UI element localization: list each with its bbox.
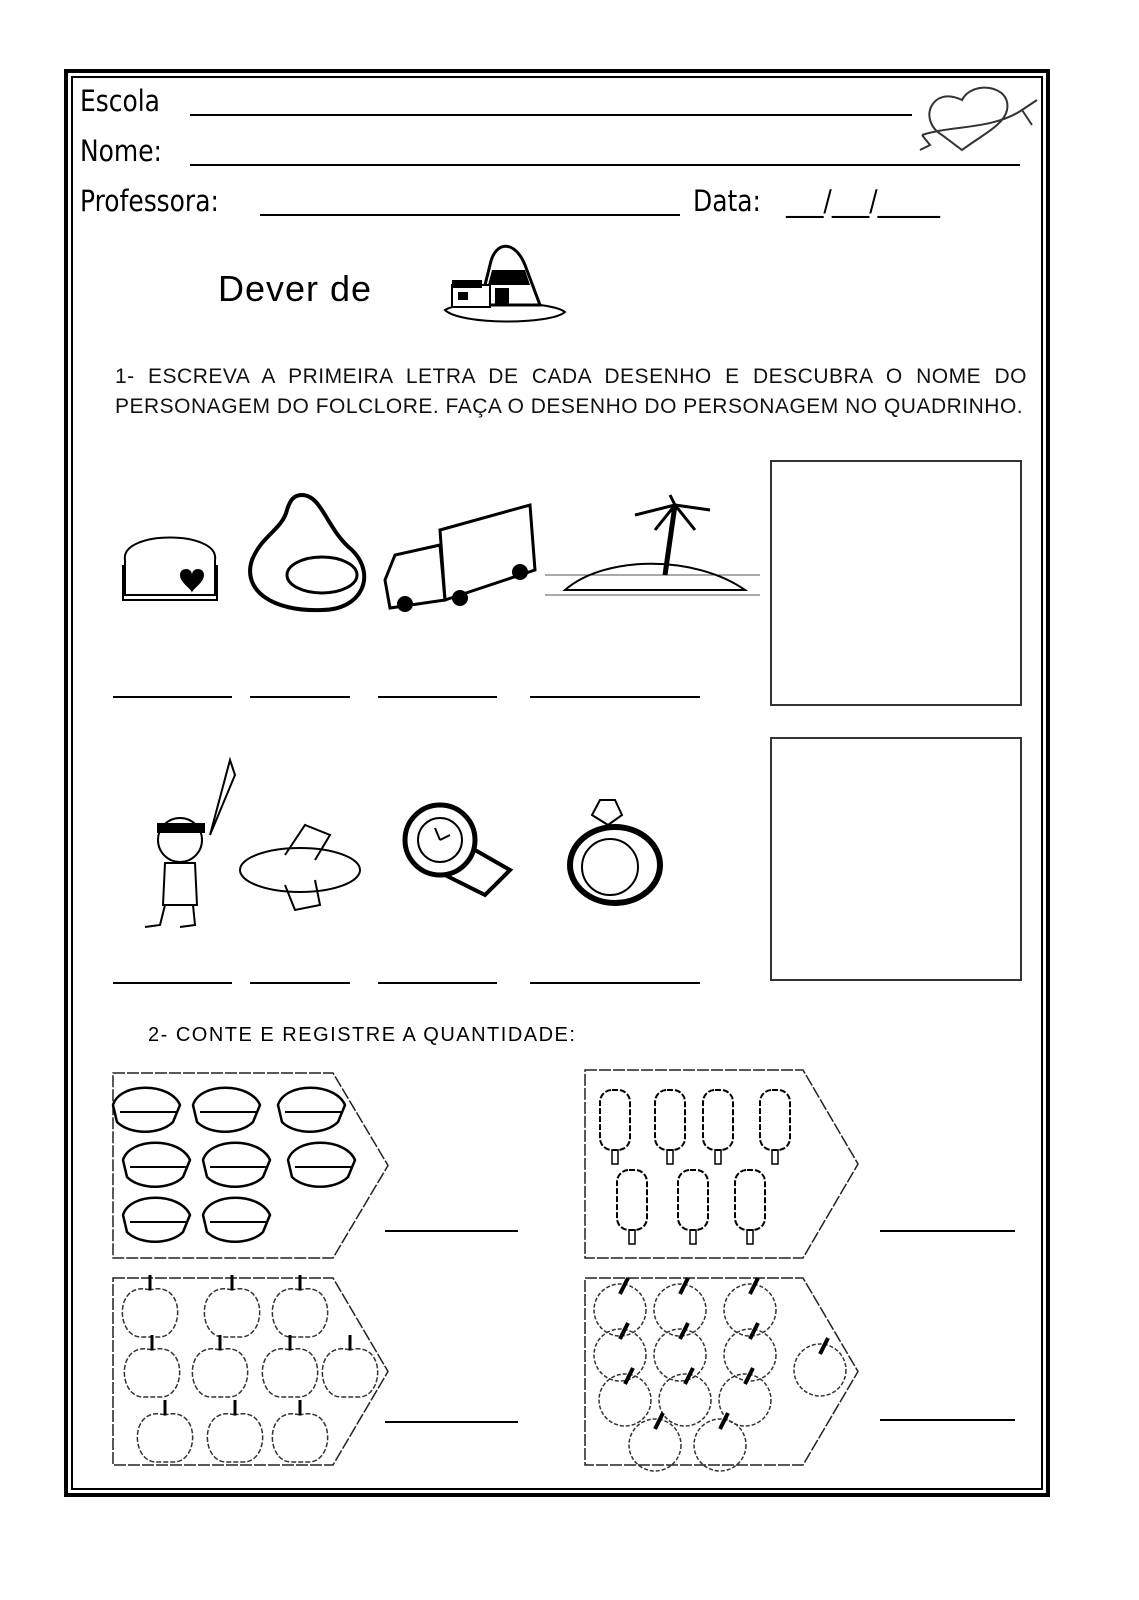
apple-icon: [137, 1400, 192, 1462]
apple-icon: [207, 1400, 262, 1462]
popsicle-icon: [655, 1090, 685, 1164]
popsicle-icon: [617, 1170, 647, 1244]
orange-icon: [694, 1413, 746, 1471]
counting-panel: [113, 1275, 388, 1465]
counting-panel: [113, 1073, 388, 1258]
panel-outline: [113, 1278, 388, 1465]
counting-panel: [585, 1070, 858, 1258]
pie-icon: [288, 1143, 355, 1187]
exercise1-instruction: 1- ESCREVA A PRIMEIRA LETRA DE CADA DESENHO E DESCUBRA O NOME DO PERSONAGEM DO FOLCLORE. FAÇA O DESENHO DO PERSONAGEM NO QUADRINHO.: [115, 365, 1027, 418]
apple-icon: [124, 1335, 179, 1397]
apple-icon: [262, 1335, 317, 1397]
count-answer-blank[interactable]: [880, 1230, 1015, 1232]
panel-outline: [113, 1073, 388, 1258]
count-answer-blank[interactable]: [385, 1230, 518, 1232]
pie-icon: [278, 1088, 345, 1132]
pie-icon: [123, 1143, 190, 1187]
pie-icon: [113, 1088, 180, 1132]
apple-icon: [272, 1400, 327, 1462]
orange-icon: [724, 1278, 776, 1336]
apple-icon: [204, 1275, 259, 1337]
pie-icon: [203, 1198, 270, 1242]
page-title: Dever de: [218, 268, 373, 309]
name-label: Nome:: [80, 134, 162, 168]
popsicle-icon: [735, 1170, 765, 1244]
date-label: Data:: [693, 184, 761, 218]
panel-outline: [585, 1278, 858, 1465]
popsicle-icon: [703, 1090, 733, 1164]
orange-icon: [594, 1323, 646, 1381]
exercise2-instruction: 2- CONTE E REGISTRE A QUANTIDADE:: [148, 1024, 577, 1046]
count-answer-blank[interactable]: [385, 1421, 518, 1423]
date-field[interactable]: ___/___/_____: [786, 184, 940, 218]
count-answer-blank[interactable]: [880, 1419, 1015, 1421]
pie-icon: [203, 1143, 270, 1187]
apple-icon: [192, 1335, 247, 1397]
orange-icon: [629, 1413, 681, 1471]
apple-icon: [322, 1335, 377, 1397]
counting-panel: [585, 1278, 858, 1471]
pie-icon: [193, 1088, 260, 1132]
orange-icon: [594, 1278, 646, 1336]
apple-icon: [122, 1275, 177, 1337]
orange-icon: [654, 1323, 706, 1381]
orange-icon: [654, 1278, 706, 1336]
teacher-label: Professora:: [80, 184, 219, 218]
popsicle-icon: [678, 1170, 708, 1244]
popsicle-icon: [600, 1090, 630, 1164]
school-label: Escola: [80, 84, 160, 118]
apple-icon: [272, 1275, 327, 1337]
orange-icon: [794, 1338, 846, 1396]
pie-icon: [123, 1198, 190, 1242]
popsicle-icon: [760, 1090, 790, 1164]
